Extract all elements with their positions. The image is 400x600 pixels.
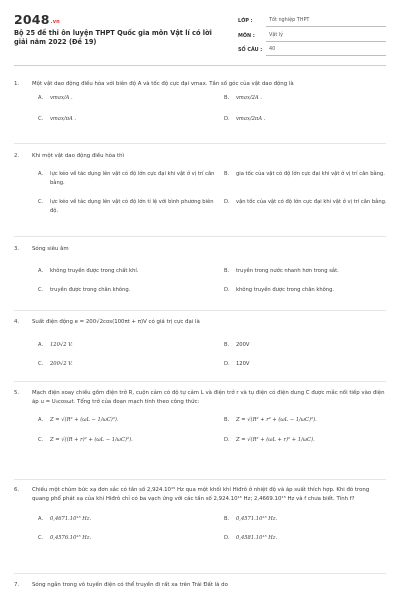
question-stem: Suất điện động e = 200√2cos(100πt + π)V có giá trị cực đại là <box>32 319 200 325</box>
separator <box>14 143 386 144</box>
option-label: D. <box>224 361 230 368</box>
option-b[interactable] <box>224 267 396 276</box>
question-number: 2. <box>14 153 20 159</box>
option-label: A. <box>38 95 44 102</box>
question-6 <box>14 486 386 549</box>
option-text: gia tốc của vật có độ lớn cực đại khi vật ở vị trí cân bằng. <box>236 171 385 178</box>
option-label: B. <box>224 417 230 424</box>
option-label: A. <box>38 171 44 178</box>
meta-key: LỚP : <box>238 18 253 25</box>
option-label: B. <box>224 95 230 102</box>
logo-main: 2048 <box>14 12 50 27</box>
logo[interactable] <box>14 12 60 27</box>
option-label: C. <box>38 437 44 444</box>
meta-key: SỐ CÂU : <box>238 47 263 54</box>
option-label: D. <box>224 287 230 294</box>
meta-key: MÔN : <box>238 32 255 39</box>
meta-value: 40 <box>266 44 386 56</box>
option-label: C. <box>38 199 44 206</box>
header <box>14 12 386 60</box>
question-number: 4. <box>14 319 20 325</box>
separator <box>14 381 386 382</box>
option-b[interactable] <box>224 515 396 524</box>
option-text: truyền trong nước nhanh hơn trong sắt. <box>236 268 339 275</box>
meta-value: Tốt nghiệp THPT <box>266 15 386 27</box>
question-number: 7. <box>14 582 20 588</box>
option-d[interactable] <box>224 534 396 543</box>
option-a[interactable] <box>38 341 216 350</box>
option-text: 0,4576.10¹⁵ Hz. <box>50 535 92 542</box>
meta-row-subject <box>238 29 386 44</box>
option-a[interactable] <box>38 267 216 276</box>
option-text: vmax/A . <box>50 95 73 102</box>
option-label: D. <box>224 199 230 206</box>
option-c[interactable] <box>38 115 198 124</box>
option-d[interactable] <box>224 286 396 295</box>
page-title: Bộ 25 đề thi ôn luyện THPT Quốc gia môn Vật lí có lời giải năm 2022 (Đề 19) <box>14 29 212 46</box>
option-label: A. <box>38 342 44 349</box>
separator <box>14 573 386 574</box>
option-text: Z = √(R² + (ωL − 1/ωC)²). <box>50 417 119 424</box>
option-label: B. <box>224 171 230 178</box>
option-d[interactable] <box>224 198 396 207</box>
meta-row-count <box>238 43 386 58</box>
option-d[interactable] <box>224 115 384 124</box>
question-3 <box>14 245 386 299</box>
question-1 <box>14 80 386 136</box>
option-text: không truyền được trong chất khí. <box>50 268 139 275</box>
meta-table <box>238 14 386 58</box>
option-d[interactable] <box>224 436 396 445</box>
question-stem: Chiếu một chùm bức xạ đơn sắc có tần số 2,924.10¹⁵ Hz qua một khối khí Hiđrô ở nhiệt độ và áp suất thích hợp. Khi đó trong quang phổ phát xạ của khí Hiđrô chỉ có ba vạch ứng với các tần số 2,924.10¹⁵ Hz; 2,4669.10¹⁵ Hz và f chưa biết. Tính f? <box>32 487 370 503</box>
question-stem: Sóng ngắn trong vô tuyến điện có thể truyền đi rất xa trên Trái Đất là do <box>32 582 228 588</box>
separator <box>14 236 386 237</box>
option-label: C. <box>38 287 44 294</box>
option-text: lực kéo về tác dụng lên vật có độ lớn tỉ lệ với bình phương biên độ. <box>50 199 214 214</box>
meta-value: Vật lý <box>266 30 386 42</box>
option-label: B. <box>224 516 230 523</box>
option-label: D. <box>224 535 230 542</box>
question-4 <box>14 318 386 372</box>
option-b[interactable] <box>224 416 396 425</box>
option-c[interactable] <box>38 534 216 543</box>
question-number: 5. <box>14 390 20 396</box>
option-c[interactable] <box>38 360 216 369</box>
option-text: 0,4581.10¹⁵ Hz. <box>236 535 278 542</box>
option-text: Z = √((R + r)² + (ωL − 1/ωC)²). <box>50 437 133 444</box>
option-a[interactable] <box>38 416 216 425</box>
option-label: A. <box>38 417 44 424</box>
question-number: 3. <box>14 246 20 252</box>
option-text: 120√2 V. <box>50 342 73 349</box>
question-stem: Sóng siêu âm <box>32 246 69 252</box>
option-c[interactable] <box>38 436 216 445</box>
option-text: vận tốc của vật có độ lớn cực đại khi vật ở vị trí cân bằng. <box>236 199 387 206</box>
question-number: 1. <box>14 81 20 87</box>
option-label: B. <box>224 268 230 275</box>
option-text: Z = √(R² + (ωL + r)² + 1/ωC). <box>236 437 315 444</box>
header-divider <box>14 65 386 66</box>
option-label: D. <box>224 116 230 123</box>
option-label: A. <box>38 516 44 523</box>
option-text: 0,4671.10¹⁵ Hz. <box>50 516 92 523</box>
option-c[interactable] <box>38 198 216 216</box>
question-7 <box>14 581 386 590</box>
option-text: không truyền được trong chân không. <box>236 287 335 294</box>
option-a[interactable] <box>38 170 216 188</box>
option-label: D. <box>224 437 230 444</box>
option-a[interactable] <box>38 94 198 103</box>
question-stem: Mạch điện xoay chiều gồm điện trở R, cuộn cảm có độ tự cảm L và điện trở r và tụ điện có điện dung C được mắc nối tiếp vào điện áp u = U₀cosωt. Tổng trở của đoạn mạch tính theo công thức: <box>32 390 385 406</box>
question-number: 6. <box>14 487 20 493</box>
meta-row-class <box>238 14 386 29</box>
question-2 <box>14 152 386 228</box>
option-label: C. <box>38 535 44 542</box>
option-c[interactable] <box>38 286 216 295</box>
option-d[interactable] <box>224 360 396 369</box>
option-b[interactable] <box>224 341 396 350</box>
option-text: 120V <box>236 361 250 368</box>
option-text: 200√2 V. <box>50 361 73 368</box>
separator <box>14 479 386 480</box>
separator <box>14 310 386 311</box>
option-label: B. <box>224 342 230 349</box>
option-text: vmax/2A . <box>236 95 262 102</box>
question-stem: Khi một vật dao động điều hòa thì <box>32 153 124 159</box>
option-text: 0,4571.10¹⁵ Hz. <box>236 516 278 523</box>
option-a[interactable] <box>38 515 216 524</box>
option-text: vmax/πA . <box>50 116 77 123</box>
option-label: C. <box>38 361 44 368</box>
logo-suffix: .vn <box>50 19 60 25</box>
option-text: truyền được trong chân không. <box>50 287 131 294</box>
option-text: Z = √(R² + r² + (ωL − 1/ωC)²). <box>236 417 317 424</box>
option-label: A. <box>38 268 44 275</box>
option-text: 200V <box>236 342 250 349</box>
question-stem: Một vật dao động điều hòa với biên độ A và tốc độ cực đại vmax. Tần số góc của vật dao động là <box>32 81 294 87</box>
option-text: lực kéo về tác dụng lên vật có độ lớn cực đại khi vật ở vị trí cân bằng. <box>50 171 215 186</box>
option-label: C. <box>38 116 44 123</box>
option-b[interactable] <box>224 170 396 179</box>
option-text: vmax/2πA . <box>236 116 266 123</box>
question-5 <box>14 389 386 458</box>
option-b[interactable] <box>224 94 384 103</box>
